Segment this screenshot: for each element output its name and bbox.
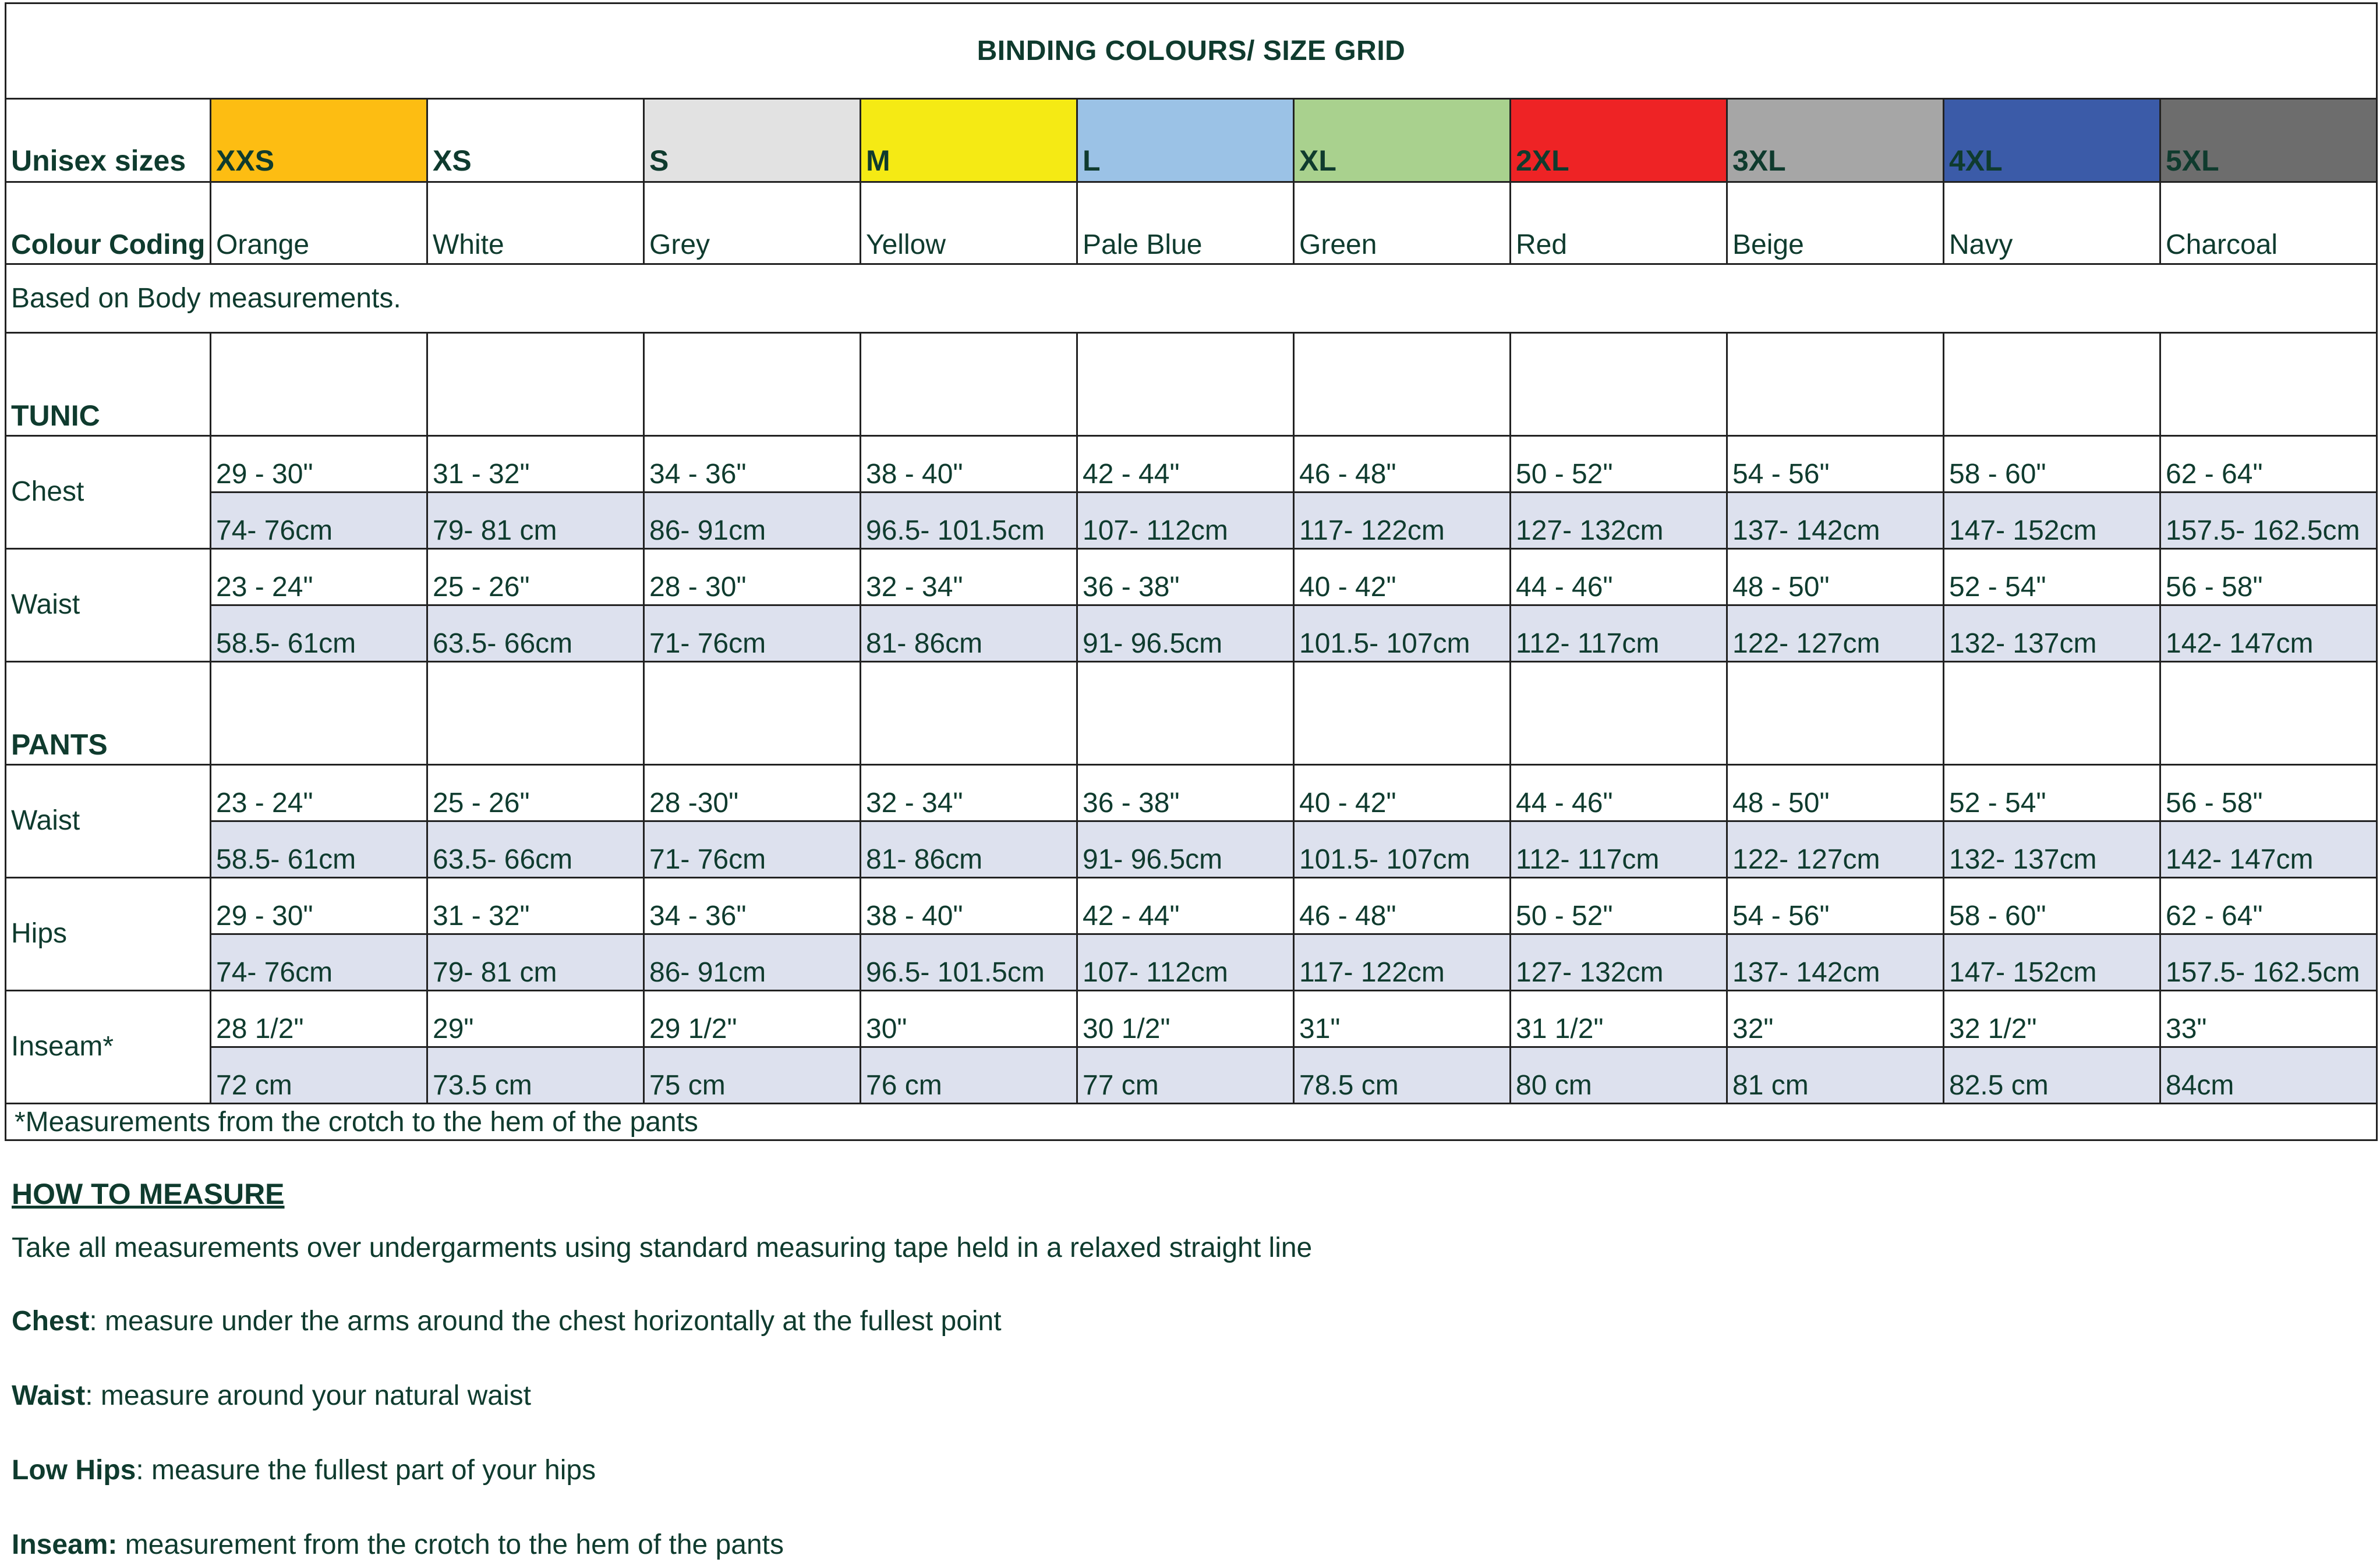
measurement-row-cm — [6, 605, 2377, 662]
cm-cell: 137- 142cm — [1727, 493, 1944, 549]
pants-heading: PANTS — [6, 662, 211, 765]
inches-cell: 58 - 60" — [1944, 436, 2160, 493]
empty-cell — [427, 333, 644, 436]
inches-cell: 52 - 54" — [1944, 549, 2160, 605]
tunic-heading: TUNIC — [6, 333, 211, 436]
inches-cell: 32 1/2" — [1944, 991, 2160, 1047]
how-to-text: measurement from the crotch to the hem of the pants — [117, 1529, 784, 1560]
size-swatch-cell: 2XL — [1511, 99, 1727, 182]
empty-cell — [1077, 662, 1294, 765]
colour-coding-row — [6, 182, 2377, 264]
empty-cell — [1511, 662, 1727, 765]
how-to-text: measure the fullest part of your hips — [143, 1455, 596, 1486]
inches-cell: 29 - 30" — [211, 436, 427, 493]
cm-cell: 86- 91cm — [644, 493, 861, 549]
measurement-row-cm — [6, 934, 2377, 991]
footnote-row — [6, 1104, 2377, 1140]
pants-header-row — [6, 662, 2377, 765]
inches-cell: 56 - 58" — [2160, 765, 2377, 821]
inseam-footnote: *Measurements from the crotch to the hem of the pants — [6, 1104, 2377, 1140]
inches-cell: 33" — [2160, 991, 2377, 1047]
empty-cell — [1077, 333, 1294, 436]
cm-cell: 81- 86cm — [861, 821, 1077, 878]
empty-cell — [644, 662, 861, 765]
cm-cell: 117- 122cm — [1294, 934, 1511, 991]
cm-cell: 79- 81 cm — [427, 493, 644, 549]
inches-cell: 31 1/2" — [1511, 991, 1727, 1047]
cm-cell: 79- 81 cm — [427, 934, 644, 991]
inches-cell: 44 - 46" — [1511, 765, 1727, 821]
colour-name-cell: Navy — [1944, 182, 2160, 264]
cm-cell: 127- 132cm — [1511, 493, 1727, 549]
measurement-row-inches — [6, 549, 2377, 605]
measurement-label: Hips — [6, 878, 211, 991]
cm-cell: 81- 86cm — [861, 605, 1077, 662]
measurement-row-cm — [6, 821, 2377, 878]
grid-title: BINDING COLOURS/ SIZE GRID — [6, 3, 2377, 99]
cm-cell: 117- 122cm — [1294, 493, 1511, 549]
size-swatch-cell: XXS — [211, 99, 427, 182]
inches-cell: 50 - 52" — [1511, 436, 1727, 493]
size-swatch-cell: 5XL — [2160, 99, 2377, 182]
inches-cell: 42 - 44" — [1077, 878, 1294, 934]
cm-cell: 96.5- 101.5cm — [861, 493, 1077, 549]
cm-cell: 84cm — [2160, 1047, 2377, 1104]
cm-cell: 63.5- 66cm — [427, 605, 644, 662]
empty-cell — [1511, 333, 1727, 436]
colour-name-cell: Grey — [644, 182, 861, 264]
cm-cell: 78.5 cm — [1294, 1047, 1511, 1104]
how-to-term: Low Hips — [12, 1455, 136, 1486]
cm-cell: 132- 137cm — [1944, 605, 2160, 662]
measurement-row-cm — [6, 1047, 2377, 1104]
cm-cell: 71- 76cm — [644, 821, 861, 878]
inches-cell: 29 1/2" — [644, 991, 861, 1047]
inches-cell: 50 - 52" — [1511, 878, 1727, 934]
cm-cell: 73.5 cm — [427, 1047, 644, 1104]
cm-cell: 58.5- 61cm — [211, 605, 427, 662]
inches-cell: 34 - 36" — [644, 436, 861, 493]
cm-cell: 101.5- 107cm — [1294, 605, 1511, 662]
inches-cell: 54 - 56" — [1727, 878, 1944, 934]
measurement-row-inches — [6, 765, 2377, 821]
colour-name-cell: Green — [1294, 182, 1511, 264]
how-to-term: Chest — [12, 1306, 90, 1337]
cm-cell: 71- 76cm — [644, 605, 861, 662]
inches-cell: 28 -30" — [644, 765, 861, 821]
empty-cell — [2160, 662, 2377, 765]
cm-cell: 76 cm — [861, 1047, 1077, 1104]
size-swatch-cell: 3XL — [1727, 99, 1944, 182]
cm-cell: 142- 147cm — [2160, 821, 2377, 878]
cm-cell: 107- 112cm — [1077, 493, 1294, 549]
colour-name-cell: Pale Blue — [1077, 182, 1294, 264]
inches-cell: 28 1/2" — [211, 991, 427, 1047]
cm-cell: 86- 91cm — [644, 934, 861, 991]
inches-cell: 25 - 26" — [427, 549, 644, 605]
how-to-separator: : — [89, 1306, 97, 1337]
size-row — [6, 99, 2377, 182]
colour-coding-label: Colour Coding — [6, 182, 211, 264]
inches-cell: 29 - 30" — [211, 878, 427, 934]
measurement-row-inches — [6, 436, 2377, 493]
inches-cell: 40 - 42" — [1294, 549, 1511, 605]
measurement-row-inches — [6, 991, 2377, 1047]
empty-cell — [1727, 662, 1944, 765]
inches-cell: 32 - 34" — [861, 765, 1077, 821]
inches-cell: 56 - 58" — [2160, 549, 2377, 605]
cm-cell: 107- 112cm — [1077, 934, 1294, 991]
how-to-item — [12, 1454, 596, 1486]
cm-cell: 147- 152cm — [1944, 934, 2160, 991]
body-measurements-note: Based on Body measurements. — [6, 264, 2377, 333]
cm-cell: 147- 152cm — [1944, 493, 2160, 549]
body-measurements-note-row — [6, 264, 2377, 333]
empty-cell — [861, 662, 1077, 765]
empty-cell — [1294, 662, 1511, 765]
cm-cell: 82.5 cm — [1944, 1047, 2160, 1104]
inches-cell: 48 - 50" — [1727, 765, 1944, 821]
how-to-text: measure under the arms around the chest horizontally at the fullest point — [97, 1306, 1002, 1337]
measurement-label: Chest — [6, 436, 211, 549]
cm-cell: 112- 117cm — [1511, 821, 1727, 878]
colour-name-cell: White — [427, 182, 644, 264]
empty-cell — [1294, 333, 1511, 436]
inches-cell: 25 - 26" — [427, 765, 644, 821]
inches-cell: 46 - 48" — [1294, 878, 1511, 934]
empty-cell — [644, 333, 861, 436]
cm-cell: 75 cm — [644, 1047, 861, 1104]
cm-cell: 101.5- 107cm — [1294, 821, 1511, 878]
empty-cell — [1727, 333, 1944, 436]
cm-cell: 96.5- 101.5cm — [861, 934, 1077, 991]
cm-cell: 127- 132cm — [1511, 934, 1727, 991]
inches-cell: 34 - 36" — [644, 878, 861, 934]
inches-cell: 32" — [1727, 991, 1944, 1047]
empty-cell — [1944, 662, 2160, 765]
cm-cell: 58.5- 61cm — [211, 821, 427, 878]
measurement-row-inches — [6, 878, 2377, 934]
cm-cell: 157.5- 162.5cm — [2160, 934, 2377, 991]
cm-cell: 132- 137cm — [1944, 821, 2160, 878]
measurement-label: Waist — [6, 765, 211, 878]
size-swatch-cell: M — [861, 99, 1077, 182]
measurement-label: Waist — [6, 549, 211, 662]
empty-cell — [1944, 333, 2160, 436]
cm-cell: 77 cm — [1077, 1047, 1294, 1104]
inches-cell: 40 - 42" — [1294, 765, 1511, 821]
cm-cell: 91- 96.5cm — [1077, 821, 1294, 878]
empty-cell — [427, 662, 644, 765]
inches-cell: 32 - 34" — [861, 549, 1077, 605]
how-to-measure-heading: HOW TO MEASURE — [12, 1178, 285, 1210]
empty-cell — [2160, 333, 2377, 436]
inches-cell: 30" — [861, 991, 1077, 1047]
cm-cell: 80 cm — [1511, 1047, 1727, 1104]
inches-cell: 29" — [427, 991, 644, 1047]
how-to-text: measure around your natural waist — [93, 1380, 531, 1411]
inches-cell: 36 - 38" — [1077, 549, 1294, 605]
inches-cell: 23 - 24" — [211, 549, 427, 605]
inches-cell: 44 - 46" — [1511, 549, 1727, 605]
how-to-intro: Take all measurements over undergarments using standard measuring tape held in a relaxed straight line — [12, 1232, 1313, 1263]
inches-cell: 28 - 30" — [644, 549, 861, 605]
empty-cell — [211, 662, 427, 765]
inches-cell: 62 - 64" — [2160, 878, 2377, 934]
inches-cell: 23 - 24" — [211, 765, 427, 821]
size-swatch-cell: S — [644, 99, 861, 182]
title-row — [6, 3, 2377, 99]
inches-cell: 58 - 60" — [1944, 878, 2160, 934]
how-to-item — [12, 1529, 784, 1561]
empty-cell — [211, 333, 427, 436]
cm-cell: 74- 76cm — [211, 493, 427, 549]
inches-cell: 38 - 40" — [861, 436, 1077, 493]
colour-name-cell: Beige — [1727, 182, 1944, 264]
measurement-row-cm — [6, 493, 2377, 549]
measurement-label: Inseam* — [6, 991, 211, 1104]
inches-cell: 52 - 54" — [1944, 765, 2160, 821]
cm-cell: 72 cm — [211, 1047, 427, 1104]
inches-cell: 30 1/2" — [1077, 991, 1294, 1047]
inches-cell: 54 - 56" — [1727, 436, 1944, 493]
inches-cell: 48 - 50" — [1727, 549, 1944, 605]
cm-cell: 74- 76cm — [211, 934, 427, 991]
cm-cell: 122- 127cm — [1727, 821, 1944, 878]
how-to-separator: : — [85, 1380, 93, 1411]
how-to-term: Waist — [12, 1380, 86, 1411]
unisex-sizes-label: Unisex sizes — [6, 99, 211, 182]
size-swatch-cell: XS — [427, 99, 644, 182]
size-swatch-cell: 4XL — [1944, 99, 2160, 182]
tunic-header-row — [6, 333, 2377, 436]
cm-cell: 81 cm — [1727, 1047, 1944, 1104]
inches-cell: 46 - 48" — [1294, 436, 1511, 493]
size-grid-table — [5, 2, 2378, 1141]
inches-cell: 31" — [1294, 991, 1511, 1047]
cm-cell: 157.5- 162.5cm — [2160, 493, 2377, 549]
cm-cell: 112- 117cm — [1511, 605, 1727, 662]
how-to-item — [12, 1305, 1002, 1337]
size-swatch-cell: L — [1077, 99, 1294, 182]
colour-name-cell: Orange — [211, 182, 427, 264]
inches-cell: 38 - 40" — [861, 878, 1077, 934]
colour-name-cell: Red — [1511, 182, 1727, 264]
size-swatch-cell: XL — [1294, 99, 1511, 182]
how-to-separator: : — [136, 1455, 144, 1486]
cm-cell: 137- 142cm — [1727, 934, 1944, 991]
colour-name-cell: Yellow — [861, 182, 1077, 264]
empty-cell — [861, 333, 1077, 436]
cm-cell: 142- 147cm — [2160, 605, 2377, 662]
inches-cell: 31 - 32" — [427, 436, 644, 493]
how-to-item — [12, 1380, 531, 1412]
inches-cell: 31 - 32" — [427, 878, 644, 934]
inches-cell: 42 - 44" — [1077, 436, 1294, 493]
cm-cell: 63.5- 66cm — [427, 821, 644, 878]
cm-cell: 122- 127cm — [1727, 605, 1944, 662]
inches-cell: 36 - 38" — [1077, 765, 1294, 821]
how-to-term: Inseam: — [12, 1529, 118, 1560]
inches-cell: 62 - 64" — [2160, 436, 2377, 493]
cm-cell: 91- 96.5cm — [1077, 605, 1294, 662]
colour-name-cell: Charcoal — [2160, 182, 2377, 264]
